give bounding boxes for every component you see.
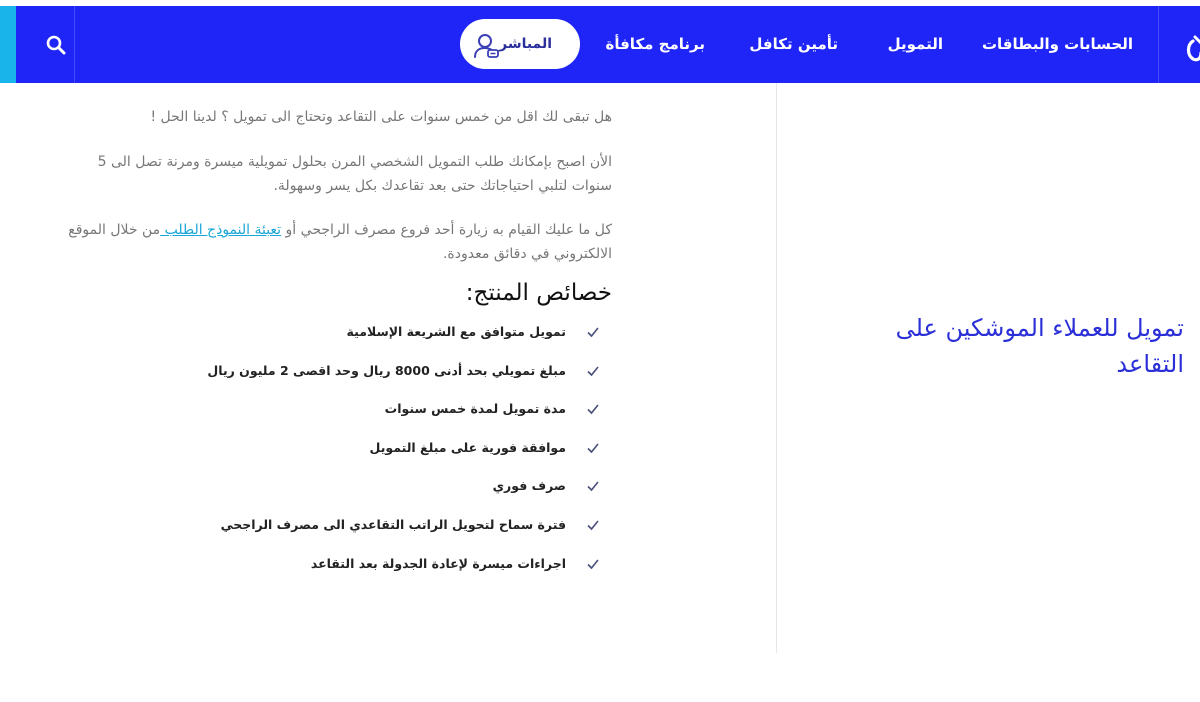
logo-link[interactable] — [1158, 6, 1200, 83]
feature-item — [60, 470, 600, 509]
page-title: تمويل للعملاء الموشكين على التقاعد — [895, 314, 1184, 378]
chat-support-icon — [471, 30, 501, 60]
feature-item — [60, 316, 600, 355]
live-chat-button[interactable] — [460, 19, 580, 69]
check-icon — [586, 479, 600, 493]
application-text-end: من خلال الموقع الالكتروني في دقائق معدودة. — [68, 222, 612, 262]
features-list — [60, 316, 600, 586]
description-paragraph: الأن اصبح بإمكانك طلب التمويل الشخصي المرن بحلول تمويلية ميسرة ومرنة تصل الى 5 سنوات لتلبي احتياجاتك حتى بعد تقاعدك بكل يسر وسهولة. — [97, 154, 612, 194]
check-icon — [586, 441, 600, 455]
feature-item — [60, 393, 600, 432]
top-navigation-bar — [0, 6, 1200, 83]
application-text-start: كل ما عليك القيام به زيارة أحد فروع مصرف الراجحي أو — [281, 222, 612, 238]
feature-text: صرف فوري — [492, 478, 566, 494]
nav-item-accounts-cards[interactable]: الحسابات والبطاقات — [981, 35, 1133, 53]
features-heading: خصائص المنتج: — [465, 280, 612, 306]
check-icon — [586, 402, 600, 416]
feature-item — [60, 509, 600, 548]
feature-text: موافقة فورية على مبلغ التمويل — [369, 439, 566, 455]
application-paragraph — [60, 218, 612, 266]
check-icon — [586, 557, 600, 571]
sidebar-divider — [776, 83, 777, 653]
nav-item-mukafaa-program[interactable]: برنامج مكافأة — [605, 35, 705, 53]
feature-item — [60, 432, 600, 471]
feature-text: تمويل متوافق مع الشريعة الإسلامية — [346, 324, 566, 339]
check-icon — [586, 518, 600, 532]
check-icon — [586, 364, 600, 378]
feature-item — [60, 548, 600, 587]
feature-text: مبلغ تمويلي بحد أدنى 8000 ريال وحد اقصى 2 مليون ريال — [207, 362, 566, 378]
accent-strip — [0, 6, 16, 83]
feature-text: فترة سماح لتحويل الراتب التقاعدي الى مصرف الراجحي — [220, 516, 566, 532]
alrajhi-logo-icon — [1185, 33, 1200, 67]
intro-paragraph: هل تبقى لك اقل من خمس سنوات على التقاعد وتحتاج الى تمويل ؟ لدينا الحل ! — [150, 109, 612, 125]
check-icon — [586, 325, 600, 339]
feature-text: مدة تمويل لمدة خمس سنوات — [384, 401, 566, 417]
application-form-link[interactable]: تعبئة النموذج الطلب — [160, 222, 282, 238]
feature-text: اجراءات ميسرة لإعادة الجدولة بعد التقاعد — [310, 555, 566, 571]
search-button[interactable] — [16, 6, 75, 83]
nav-item-takaful-insurance[interactable]: تأمين تكافل — [749, 35, 838, 53]
nav-item-finance[interactable]: التمويل — [887, 35, 943, 53]
feature-item — [60, 355, 600, 394]
search-icon — [44, 33, 68, 57]
live-chat-label: المباشر — [499, 36, 552, 52]
